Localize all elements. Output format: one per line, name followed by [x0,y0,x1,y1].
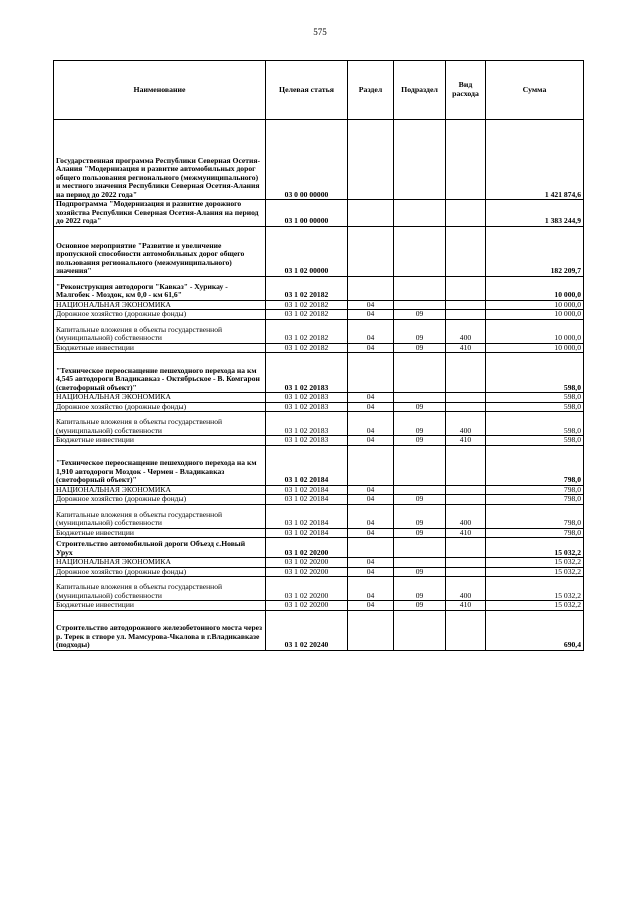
row-expense-type [446,495,486,505]
row-name: Бюджетные инвестиции [54,528,266,538]
budget-table [53,60,584,651]
row-name: Бюджетные инвестиции [54,601,266,611]
row-name: Государственная программа Республики Северная Осетия-Алания "Модернизация и развитие автомобильных дорог общего пользования регионального (межмуниципального) и местного значения Республики Северная Осетия-Алания на период до 2022 года" [54,120,266,200]
row-subsection [394,200,446,227]
row-sum: 598,0 [486,402,584,412]
row-name: Подпрограмма "Модернизация и развитие дорожного хозяйства Республики Северная Осетия-Алания на период до 2022 года" [54,200,266,227]
row-section: 04 [348,601,394,611]
row-target-article: 03 1 02 20182 [266,343,348,353]
row-section: 04 [348,528,394,538]
table-row [54,310,584,320]
row-name: Капитальные вложения в объекты государственной (муниципальной) собственности [54,412,266,436]
table-row [54,558,584,568]
row-section: 04 [348,436,394,446]
table-row [54,393,584,403]
row-target-article: 03 1 02 00000 [266,226,348,276]
row-expense-type [446,402,486,412]
row-expense-type [446,120,486,200]
row-sum: 15 032,2 [486,558,584,568]
header-target-article: Целевая статья [266,61,348,120]
row-subsection: 09 [394,402,446,412]
row-name: Дорожное хозяйство (дорожные фонды) [54,567,266,577]
row-sum: 598,0 [486,436,584,446]
row-subsection [394,226,446,276]
row-subsection [394,538,446,558]
page-number: 575 [313,27,327,37]
row-section [348,226,394,276]
row-expense-type: 410 [446,528,486,538]
row-section: 04 [348,343,394,353]
row-subsection [394,485,446,495]
row-expense-type [446,300,486,310]
row-section [348,445,394,485]
table-row [54,445,584,485]
row-expense-type [446,353,486,393]
row-subsection [394,610,446,650]
row-expense-type: 400 [446,412,486,436]
row-name: Дорожное хозяйство (дорожные фонды) [54,495,266,505]
row-name: Строительство автомобильной дороги Объезд с.Новый Урух [54,538,266,558]
row-subsection: 09 [394,343,446,353]
row-target-article: 03 0 00 00000 [266,120,348,200]
row-subsection: 09 [394,310,446,320]
row-section: 04 [348,319,394,343]
table-row [54,300,584,310]
row-sum: 798,0 [486,485,584,495]
row-name: НАЦИОНАЛЬНАЯ ЭКОНОМИКА [54,485,266,495]
row-section: 04 [348,300,394,310]
row-expense-type: 400 [446,319,486,343]
row-subsection: 09 [394,319,446,343]
row-name: Дорожное хозяйство (дорожные фонды) [54,310,266,320]
row-name: Дорожное хозяйство (дорожные фонды) [54,402,266,412]
row-sum: 798,0 [486,495,584,505]
row-name: Бюджетные инвестиции [54,436,266,446]
row-name: Бюджетные инвестиции [54,343,266,353]
table-row [54,276,584,300]
row-sum: 15 032,2 [486,567,584,577]
row-section: 04 [348,495,394,505]
row-section: 04 [348,485,394,495]
row-name: Капитальные вложения в объекты государственной (муниципальной) собственности [54,319,266,343]
table-row [54,436,584,446]
row-sum: 10 000,0 [486,319,584,343]
row-section: 04 [348,310,394,320]
row-subsection: 09 [394,601,446,611]
row-sum: 598,0 [486,412,584,436]
row-sum: 182 209,7 [486,226,584,276]
table-row [54,120,584,200]
row-section: 04 [348,558,394,568]
row-expense-type [446,200,486,227]
table-row [54,353,584,393]
table-row [54,200,584,227]
row-sum: 10 000,0 [486,300,584,310]
row-sum: 798,0 [486,528,584,538]
table-row [54,504,584,528]
row-sum: 10 000,0 [486,310,584,320]
row-subsection [394,120,446,200]
row-expense-type [446,310,486,320]
row-expense-type [446,445,486,485]
row-name: Строительство автодорожного железобетонного моста через р. Терек в створе ул. Мамсурова-Чкалова в г.Владикавказе (подходы) [54,610,266,650]
row-expense-type: 400 [446,577,486,601]
table-row [54,412,584,436]
row-section: 04 [348,504,394,528]
row-expense-type: 410 [446,343,486,353]
row-subsection: 09 [394,436,446,446]
row-name: "Техническое переоснащение пешеходного перехода на км 4,545 автодороги Владикавказ - Октябрьское - В. Комгарон (светофорный объект)" [54,353,266,393]
row-expense-type [446,558,486,568]
table-row [54,601,584,611]
row-subsection: 09 [394,495,446,505]
header-expense-type: Вид расхода [446,61,486,120]
row-name: "Реконструкция автодороги "Кавказ" - Хурикау - Малгобек - Моздок, км 0,0 - км 61,6" [54,276,266,300]
table-row [54,577,584,601]
row-target-article: 03 1 02 20200 [266,601,348,611]
row-target-article: 03 1 02 20200 [266,558,348,568]
row-sum: 15 032,2 [486,601,584,611]
row-target-article: 03 1 02 20183 [266,353,348,393]
row-subsection [394,558,446,568]
row-expense-type: 410 [446,436,486,446]
row-subsection [394,445,446,485]
row-subsection: 09 [394,577,446,601]
row-sum: 15 032,2 [486,538,584,558]
row-target-article: 03 1 02 20182 [266,300,348,310]
row-target-article: 03 1 02 20200 [266,567,348,577]
table-row [54,538,584,558]
row-expense-type: 410 [446,601,486,611]
row-subsection: 09 [394,567,446,577]
row-sum: 1 383 244,9 [486,200,584,227]
row-section: 04 [348,393,394,403]
row-target-article: 03 1 02 20183 [266,393,348,403]
row-target-article: 03 1 00 00000 [266,200,348,227]
row-subsection [394,353,446,393]
row-target-article: 03 1 02 20200 [266,577,348,601]
table-row [54,402,584,412]
row-section [348,610,394,650]
header-subsection: Подраздел [394,61,446,120]
row-section [348,200,394,227]
header-sum: Сумма [486,61,584,120]
row-section [348,353,394,393]
row-expense-type [446,276,486,300]
row-section: 04 [348,577,394,601]
table-row [54,610,584,650]
table-row [54,319,584,343]
row-name: Основное мероприятие "Развитие и увеличение пропускной способности автомобильных дорог общего пользования регионального (межмуниципального) значения" [54,226,266,276]
row-sum: 690,4 [486,610,584,650]
row-expense-type [446,567,486,577]
row-section [348,538,394,558]
row-sum: 598,0 [486,353,584,393]
row-target-article: 03 1 02 20182 [266,319,348,343]
row-subsection [394,300,446,310]
row-subsection: 09 [394,412,446,436]
table-row [54,567,584,577]
row-subsection: 09 [394,528,446,538]
row-target-article: 03 1 02 20240 [266,610,348,650]
row-name: "Техническое переоснащение пешеходного перехода на км 1,910 автодороги Моздок - Чермен - Владикавказ (светофорный объект)" [54,445,266,485]
row-sum: 798,0 [486,445,584,485]
row-target-article: 03 1 02 20184 [266,445,348,485]
row-target-article: 03 1 02 20184 [266,495,348,505]
row-target-article: 03 1 02 20182 [266,276,348,300]
row-expense-type [446,610,486,650]
row-target-article: 03 1 02 20182 [266,310,348,320]
row-sum: 10 000,0 [486,276,584,300]
row-name: Капитальные вложения в объекты государственной (муниципальной) собственности [54,504,266,528]
header-section: Раздел [348,61,394,120]
table-row [54,343,584,353]
row-name: НАЦИОНАЛЬНАЯ ЭКОНОМИКА [54,558,266,568]
table-header-row [54,61,584,120]
row-expense-type [446,393,486,403]
row-sum: 10 000,0 [486,343,584,353]
row-section [348,120,394,200]
table-row [54,528,584,538]
row-expense-type [446,226,486,276]
table-body [54,120,584,651]
row-target-article: 03 1 02 20183 [266,412,348,436]
row-sum: 798,0 [486,504,584,528]
header-name: Наименование [54,61,266,120]
row-section [348,276,394,300]
row-expense-type [446,485,486,495]
row-sum: 1 421 874,6 [486,120,584,200]
row-section: 04 [348,567,394,577]
row-sum: 598,0 [486,393,584,403]
table-row [54,226,584,276]
row-target-article: 03 1 02 20184 [266,485,348,495]
row-name: Капитальные вложения в объекты государственной (муниципальной) собственности [54,577,266,601]
row-subsection [394,276,446,300]
row-name: НАЦИОНАЛЬНАЯ ЭКОНОМИКА [54,393,266,403]
row-section: 04 [348,402,394,412]
row-subsection [394,393,446,403]
row-expense-type [446,538,486,558]
table-row [54,495,584,505]
row-target-article: 03 1 02 20200 [266,538,348,558]
row-target-article: 03 1 02 20184 [266,504,348,528]
row-sum: 15 032,2 [486,577,584,601]
row-target-article: 03 1 02 20183 [266,436,348,446]
row-subsection: 09 [394,504,446,528]
row-target-article: 03 1 02 20183 [266,402,348,412]
row-section: 04 [348,412,394,436]
row-expense-type: 400 [446,504,486,528]
row-name: НАЦИОНАЛЬНАЯ ЭКОНОМИКА [54,300,266,310]
table-row [54,485,584,495]
row-target-article: 03 1 02 20184 [266,528,348,538]
